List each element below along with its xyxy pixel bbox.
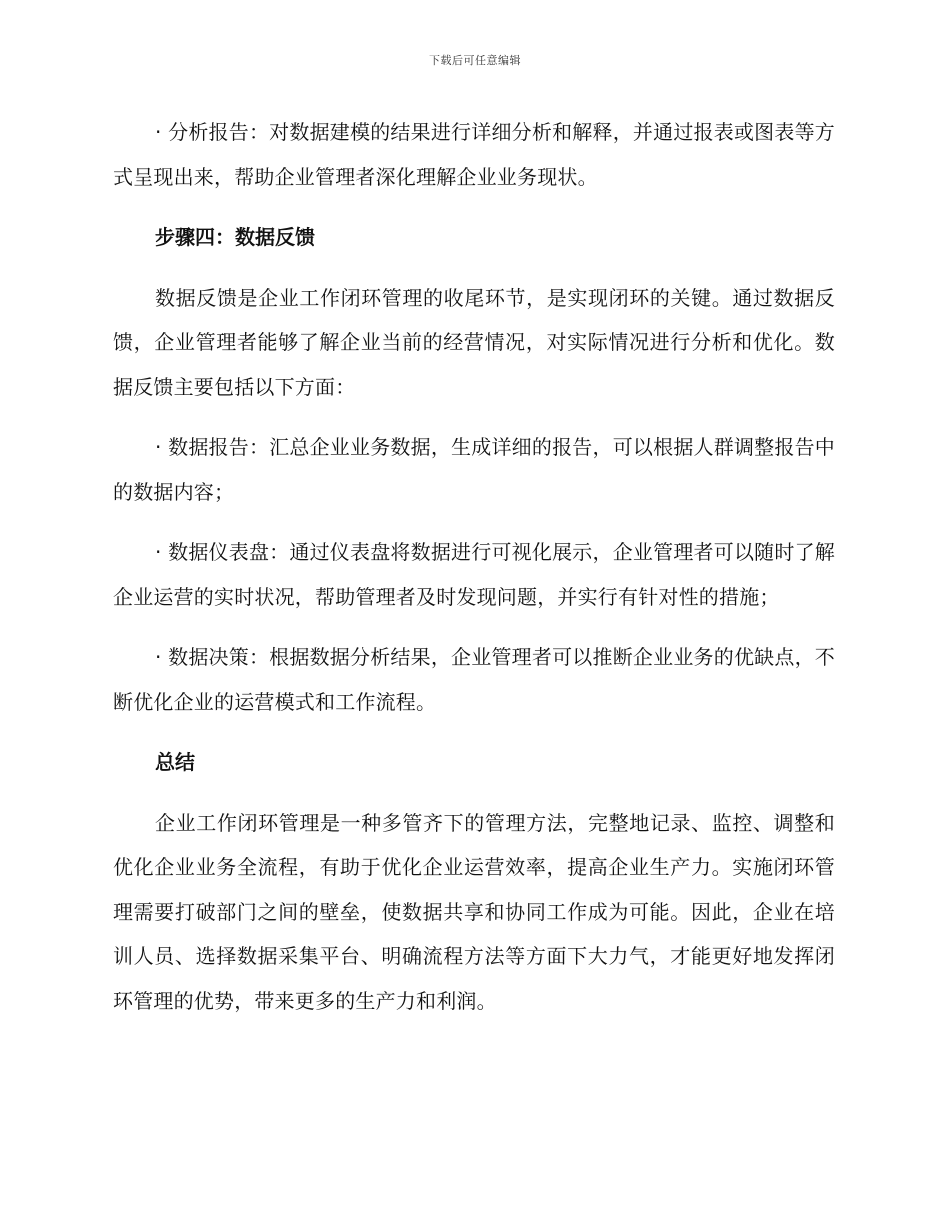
- page-header: 下载后可任意编辑: [429, 54, 521, 67]
- section-heading-summary: 总结: [155, 750, 195, 774]
- bullet-analysis-report: · 分析报告：对数据建模的结果进行详细分析和解释，并通过报表或图表等方式呈现出来，帮助企业管理者深化理解企业业务现状。: [113, 120, 835, 189]
- section-heading-step-four: 步骤四：数据反馈: [155, 225, 315, 249]
- document-body: [113, 110, 835, 1039]
- paragraph-summary: 企业工作闭环管理是一种多管齐下的管理方法，完整地记录、监控、调整和优化企业业务全流程，有助于优化企业运营效率，提高企业生产力。实施闭环管理需要打破部门之间的壁垒，使数据共享和协同工作成为可能。因此，企业在培训人员、选择数据采集平台、明确流程方法等方面下大力气，才能更好地发挥闭环管理的优势，带来更多的生产力和利润。: [113, 810, 835, 1013]
- paragraph-data-feedback: 数据反馈是企业工作闭环管理的收尾环节，是实现闭环的关键。通过数据反馈，企业管理者能够了解企业当前的经营情况，对实际情况进行分析和优化。数据反馈主要包括以下方面：: [113, 285, 835, 399]
- bullet-data-dashboard: · 数据仪表盘：通过仪表盘将数据进行可视化展示，企业管理者可以随时了解企业运营的实时状况，帮助管理者及时发现问题，并实行有针对性的措施；: [113, 540, 835, 609]
- bullet-data-report: · 数据报告：汇总企业业务数据，生成详细的报告，可以根据人群调整报告中的数据内容；: [113, 435, 835, 504]
- bullet-data-decision: · 数据决策：根据数据分析结果，企业管理者可以推断企业业务的优缺点，不断优化企业的运营模式和工作流程。: [113, 645, 835, 714]
